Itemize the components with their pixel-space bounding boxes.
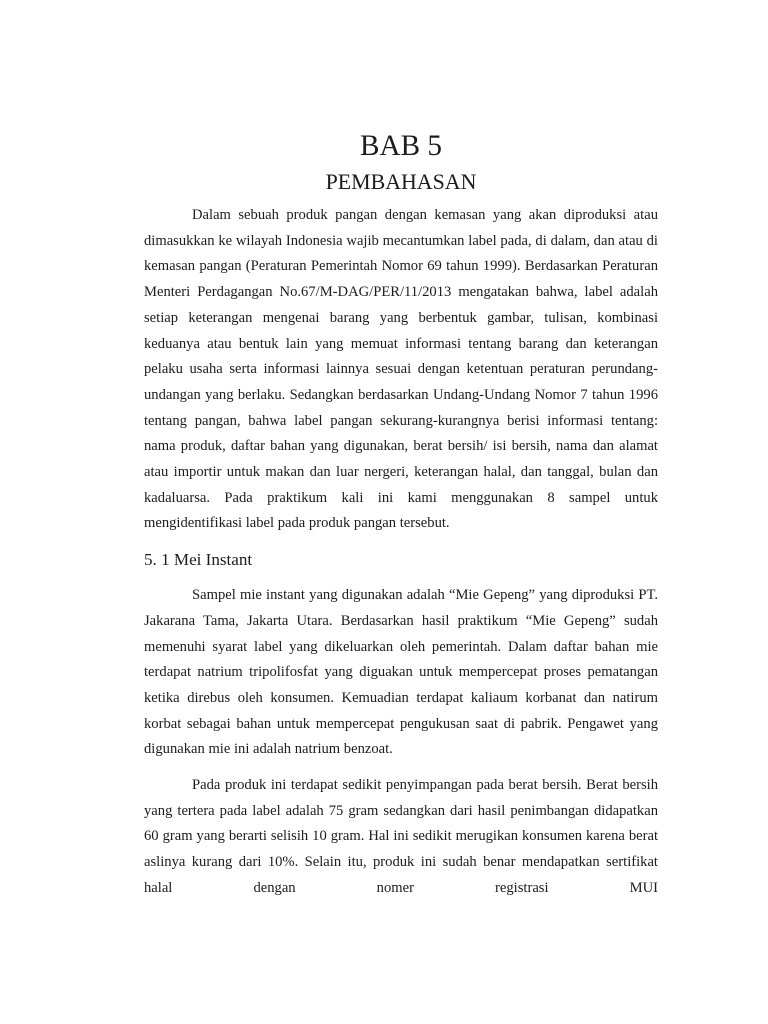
chapter-number: BAB 5 <box>360 130 442 162</box>
chapter-title: PEMBAHASAN <box>325 169 477 194</box>
text-column <box>144 130 658 902</box>
body-paragraph-intro: Dalam sebuah produk pangan dengan kemasan yang akan diproduksi atau dimasukkan ke wilayah Indonesia wajib mecantumkan label pada, di dalam, dan atau di kemasan pangan (Peraturan Pemerintah Nomor 69 tahun 1999). Berdasarkan Peraturan Menteri Perdagangan No.67/M-DAG/PER/11/2013 mengatakan bahwa, label adalah setiap keterangan mengenai barang yang berbentuk gambar, tulisan, kombinasi keduanya atau bentuk lain yang memuat informasi tentang barang dan keterangan pelaku usaha serta informasi lainnya sesuai dengan ketentuan peraturan perundang-undangan yang berlaku. Sedangkan berdasarkan Undang-Undang Nomor 7 tahun 1996 tentang pangan, bahwa label pangan sekurang-kurangnya berisi informasi tentang: nama produk, daftar bahan yang digunakan, berat bersih/ isi bersih, nama dan alamat atau importir untuk makan dan luar nergeri, keterangan halal, dan tanggal, bulan dan kadaluarsa. Pada praktikum kali ini kami menggunakan 8 sampel untuk mengidentifikasi label pada produk pangan tersebut. <box>144 207 658 532</box>
section-heading: 5. 1 Mei Instant <box>144 550 253 570</box>
body-paragraph-sample: Sampel mie instant yang digunakan adalah “Mie Gepeng” yang diproduksi PT. Jakarana Tama, Jakarta Utara. Berdasarkan hasil praktikum “Mie Gepeng” sudah memenuhi syarat label yang dikeluarkan oleh pemerintah. Dalam daftar bahan mie terdapat natrium tripolifosfat yang diguakan untuk mempercepat proses pematangan ketika direbus oleh konsumen. Kemuadian terdapat kaliaum korbanat dan natirum korbat sebagai bahan untuk mempercepat pengukusan saat di pabrik. Pengawet yang digunakan mie ini adalah natrium benzoat. <box>144 587 658 758</box>
body-paragraph-weight: Pada produk ini terdapat sedikit penyimpangan pada berat bersih. Berat bersih yang tertera pada label adalah 75 gram sedangkan dari hasil penimbangan didapatkan 60 gram yang berarti selisih 10 gram. Hal ini sedikit merugikan konsumen karena berat aslinya kurang dari 10%. Selain itu, produk ini sudah benar mendapatkan sertifikat halal dengan nomer registrasi MUI <box>144 777 658 896</box>
